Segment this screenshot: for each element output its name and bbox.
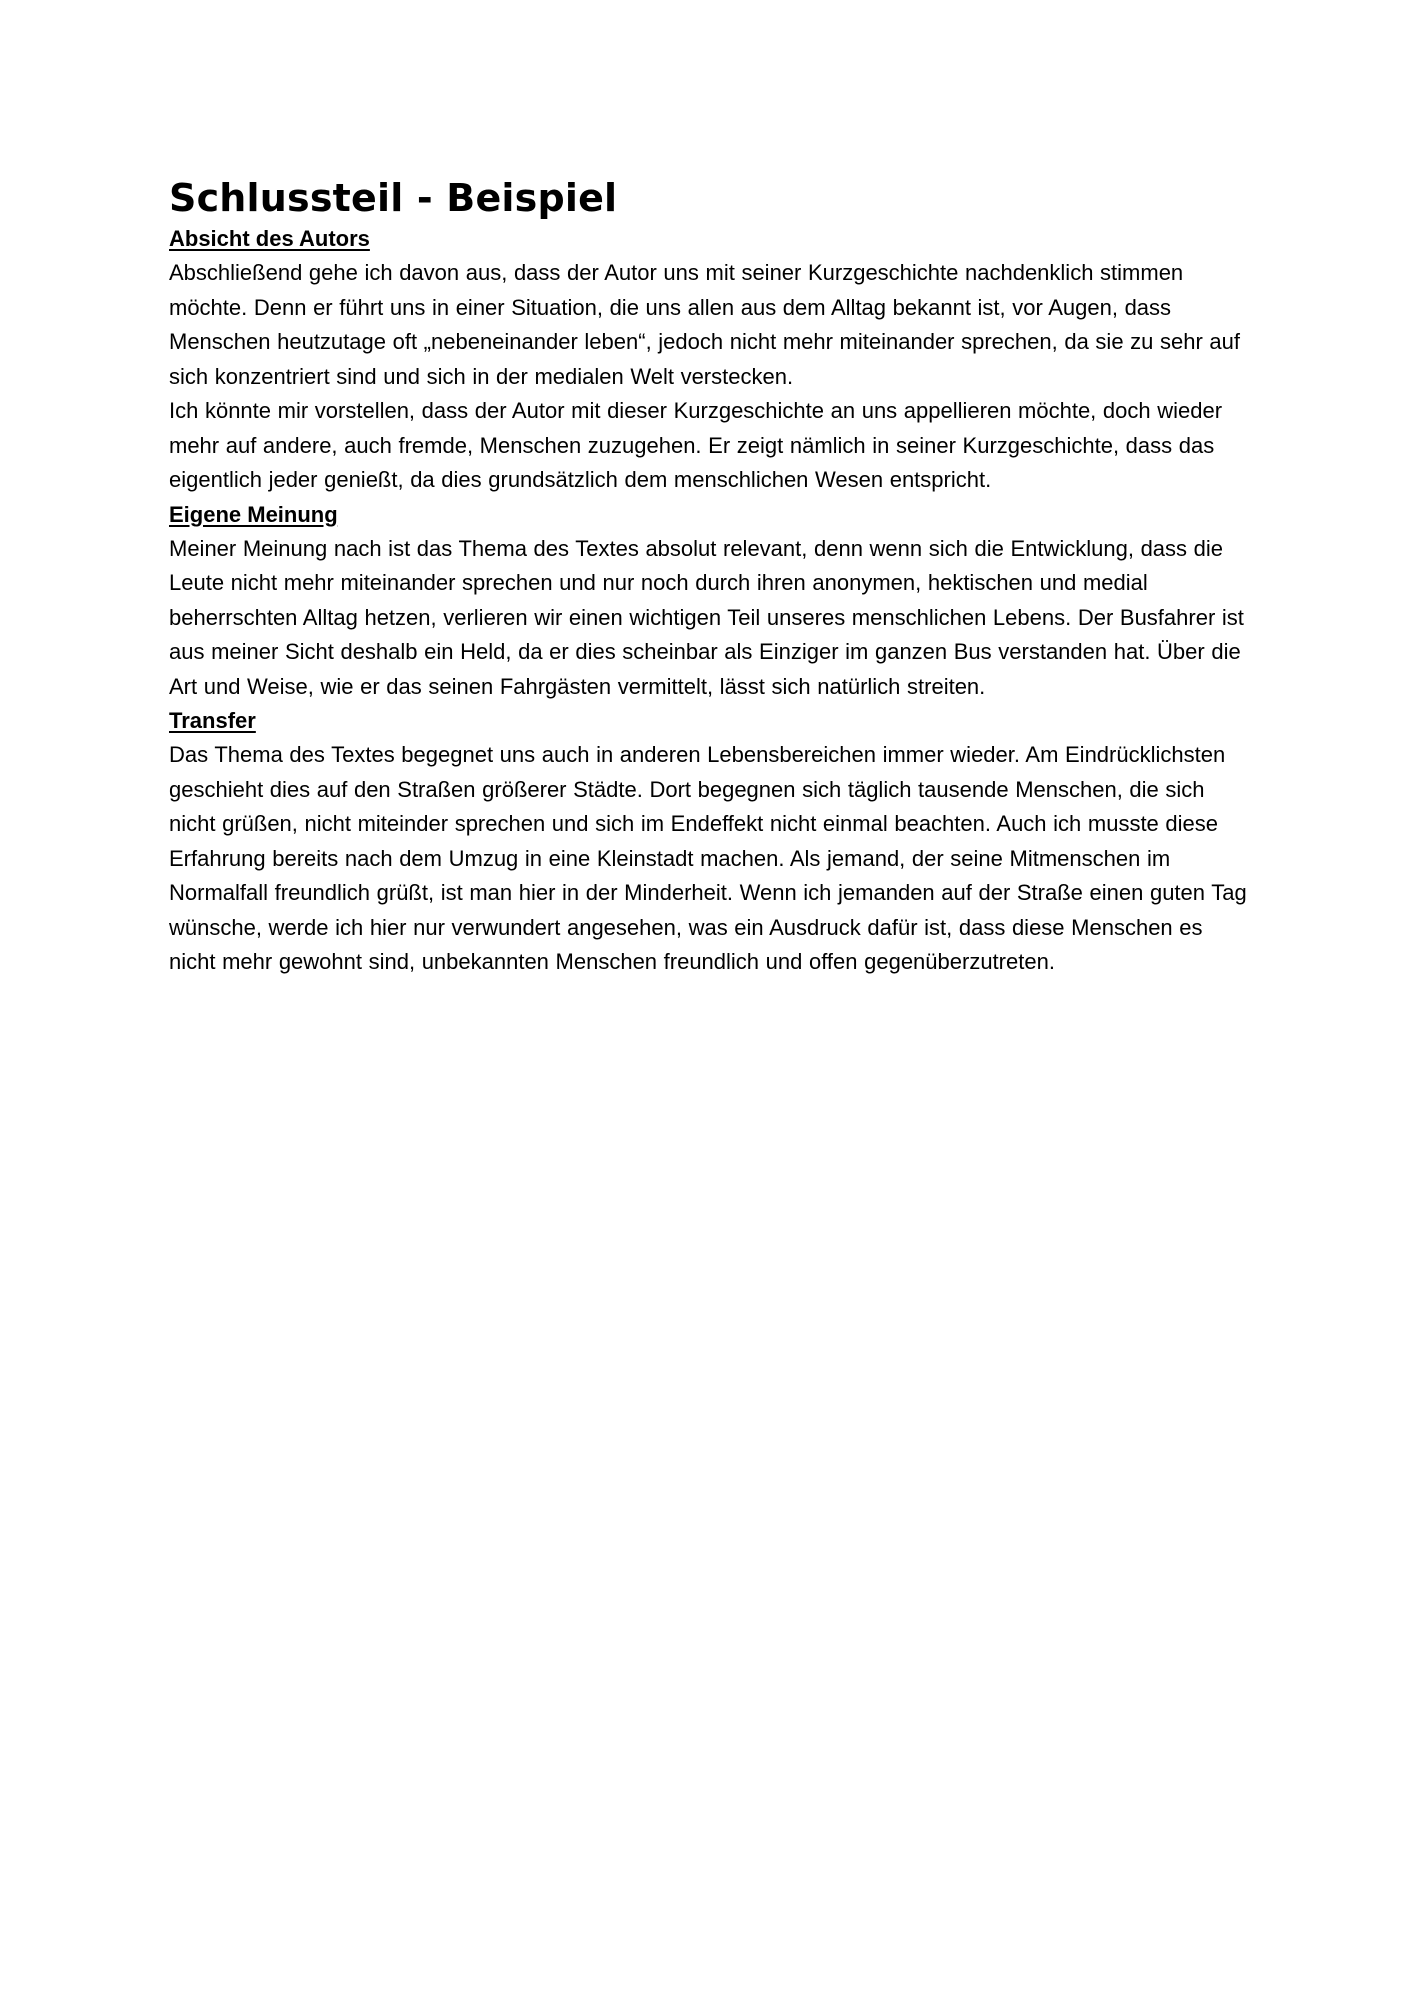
page-title: Schlussteil - Beispiel [169, 176, 618, 220]
section-heading-eigene-meinung: Eigene Meinung [169, 501, 338, 527]
paragraph-absicht-2: Ich könnte mir vorstellen, dass der Autor mit dieser Kurzgeschichte an uns appellieren möchte, doch wieder mehr auf andere, auch fremde, Menschen zuzugehen. Er zeigt nämlich in seiner Kurzgeschichte, dass das eigentlich jeder genießt, da dies grundsätzlich dem menschlichen Wesen entspricht. [169, 398, 1223, 492]
paragraph-transfer: Das Thema des Textes begegnet uns auch in anderen Lebensbereichen immer wieder. Am Eindrücklichsten geschieht dies auf den Straßen größerer Städte. Dort begegnen sich täglich tausende Menschen, die sich nicht grüßen, nicht miteinder sprechen und sich im Endeffekt nicht einmal beachten. Auch ich musste diese Erfahrung bereits nach dem Umzug in eine Kleinstadt machen. Als jemand, der seine Mitmenschen im Normalfall freundlich grüßt, ist man hier in der Minderheit. Wenn ich jemanden auf der Straße einen guten Tag wünsche, werde ich hier nur verwundert angesehen, was ein Ausdruck dafür ist, dass diese Menschen es nicht mehr gewohnt sind, unbekannten Menschen freundlich und offen gegenüberzutreten. [169, 742, 1247, 974]
section-heading-absicht-des-autors: Absicht des Autors [169, 226, 370, 251]
paragraph-absicht-1: Abschließend gehe ich davon aus, dass der Autor uns mit seiner Kurzgeschichte nachdenklich stimmen möchte. Denn er führt uns in einer Situation, die uns allen aus dem Alltag bekannt ist, vor Augen, dass Menschen heutzutage oft „nebeneinander leben“, jedoch nicht mehr miteinander sprechen, da sie zu sehr auf sich konzentriert sind und sich in der medialen Welt verstecken. [169, 260, 1241, 389]
document-body [169, 174, 1249, 980]
paragraph-eigene-meinung: Meiner Meinung nach ist das Thema des Textes absolut relevant, denn wenn sich die Entwicklung, dass die Leute nicht mehr miteinander sprechen und nur noch durch ihren anonymen, hektischen und medial beherrschten Alltag hetzen, verlieren wir einen wichtigen Teil unseres menschlichen Lebens. Der Busfahrer ist aus meiner Sicht deshalb ein Held, da er dies scheinbar als Einziger im ganzen Bus verstanden hat. Über die Art und Weise, wie er das seinen Fahrgästen vermittelt, lässt sich natürlich streiten. [169, 535, 1244, 699]
section-heading-transfer: Transfer [169, 708, 256, 733]
